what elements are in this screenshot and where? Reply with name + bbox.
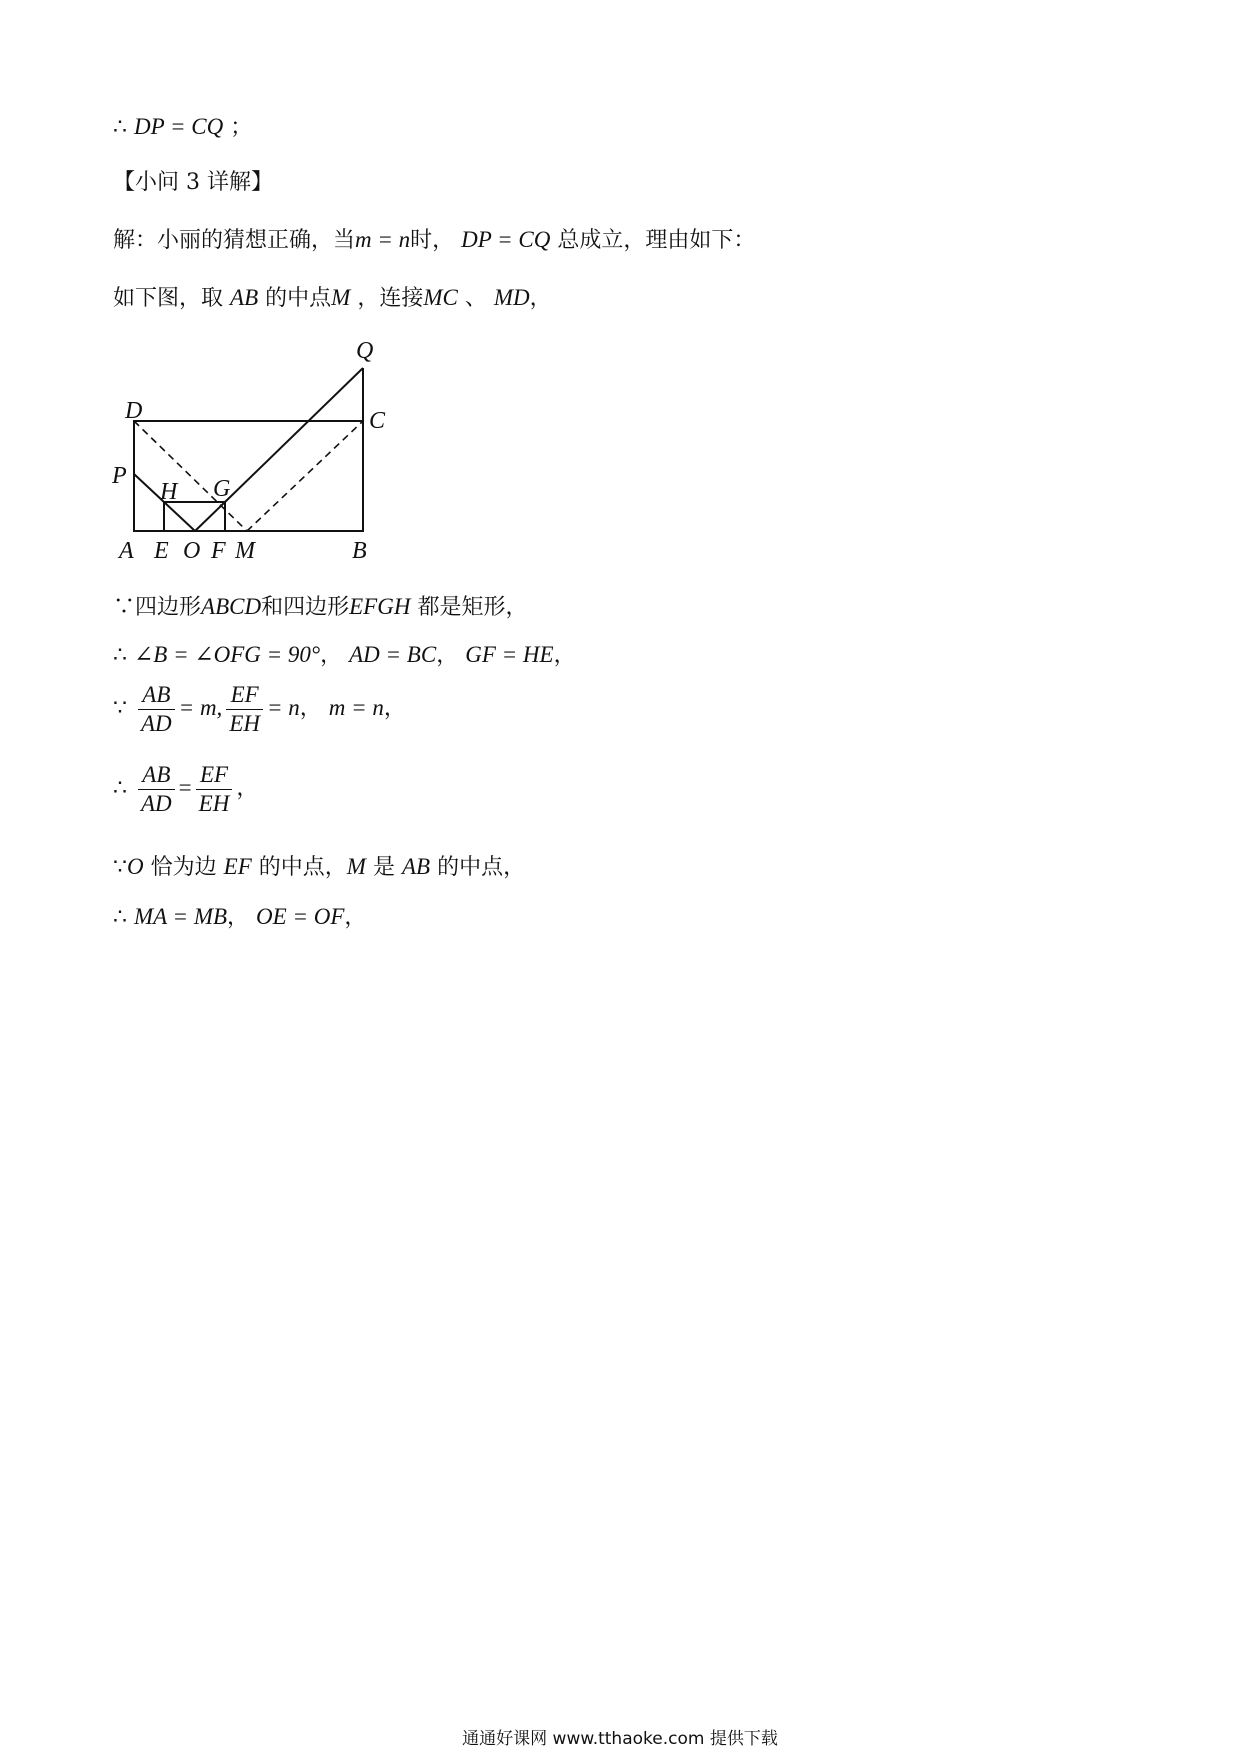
label-o: O [183,538,201,564]
punct: ， [436,643,459,668]
line-6 [113,640,576,671]
label-h: H [160,479,178,505]
math-expr: DP = CQ [461,227,551,252]
punct: ， [320,643,343,668]
label-q: Q [356,338,374,364]
therefore-symbol: ∴ [113,905,127,930]
label-d: D [125,398,143,424]
punct: ； [230,115,253,140]
text: 的中点， [258,855,347,880]
text: 、 [464,286,487,311]
math-expr: = n [266,695,300,720]
punct: ， [383,696,406,721]
section-heading [113,168,273,198]
fraction-ab-ad: $\frac{AB}{AD}$ [138,761,175,818]
equals: = [178,775,192,800]
line-ho [164,502,195,531]
text: 总成立，理由如下： [557,228,756,253]
label-f: F [211,538,226,564]
math-expr: AD = BC [349,642,437,667]
text: 的中点， [437,855,526,880]
text: 和四边形 [261,595,350,620]
math-expr: m = n [355,227,411,252]
math-expr: GF = HE [465,642,554,667]
math-expr: ∠B = ∠OFG = 90° [134,642,321,667]
rect-abcd [134,421,363,531]
rect-efgh [164,502,225,531]
line-mc [247,421,363,531]
therefore-symbol: ∴ [113,776,127,801]
because-symbol: ∵ [113,855,127,880]
text: 的中点 [265,286,332,311]
fraction-ef-eh: $\frac{EF}{EH}$ [226,681,263,738]
math-expr: M [346,854,366,879]
punct: ， [299,696,322,721]
math-expr: O [127,854,144,879]
fraction-ab-ad: $\frac{AB}{AD}$ [138,681,175,738]
label-e: E [154,538,169,564]
text: 解：小丽的猜想正确，当 [113,228,356,253]
text: 四边形 [135,595,202,620]
because-symbol: ∵ [113,696,127,721]
label-b: B [352,538,367,564]
label-a: A [119,538,134,564]
text: 时， [410,228,455,253]
math-expr: AB [230,285,259,310]
line-3 [113,225,755,256]
label-m: M [235,538,255,564]
math-expr: OE = OF [256,904,345,929]
math-expr: = m, [178,695,223,720]
punct: ， [553,643,576,668]
line-og [195,502,225,531]
line-5 [113,592,527,623]
line-4 [113,283,552,314]
label-p: P [112,463,127,489]
text: ， [529,286,552,311]
line-7 [113,676,406,741]
geometry-figure [100,330,420,570]
line-9 [113,852,525,883]
heading-text: 【小问 3 详解】 [113,170,273,195]
line-gq [225,368,363,502]
math-expr: m = n [328,695,384,720]
text: 都是矩形， [417,595,528,620]
line-10 [113,902,366,933]
math-expr: DP = CQ [134,114,224,139]
because-symbol: ∵ [113,595,136,620]
text: 如下图，取 [113,286,224,311]
punct: ， [344,905,367,930]
label-c: C [369,408,386,434]
text: 恰为边 [150,855,217,880]
therefore-symbol: ∴ [113,643,127,668]
math-expr: EF [223,854,252,879]
math-expr: MC [423,285,458,310]
punct: ， [236,776,259,801]
math-expr: ABCD [201,594,262,619]
text: 是 [372,855,395,880]
text: ，连接 [357,286,424,311]
math-expr: MA = MB [134,904,228,929]
label-g: G [213,476,231,502]
math-expr: AB [401,854,431,879]
math-expr: MD [493,285,530,310]
page-footer: 通通好课网 www.tthaoke.com 提供下载 [462,1729,778,1749]
math-expr: M [331,285,351,310]
punct: ， [227,905,250,930]
line-8 [113,756,258,821]
therefore-symbol: ∴ [113,115,127,140]
math-expr: EFGH [349,594,411,619]
fraction-ef-eh: $\frac{EF}{EH}$ [196,761,233,818]
line-1 [113,112,252,143]
